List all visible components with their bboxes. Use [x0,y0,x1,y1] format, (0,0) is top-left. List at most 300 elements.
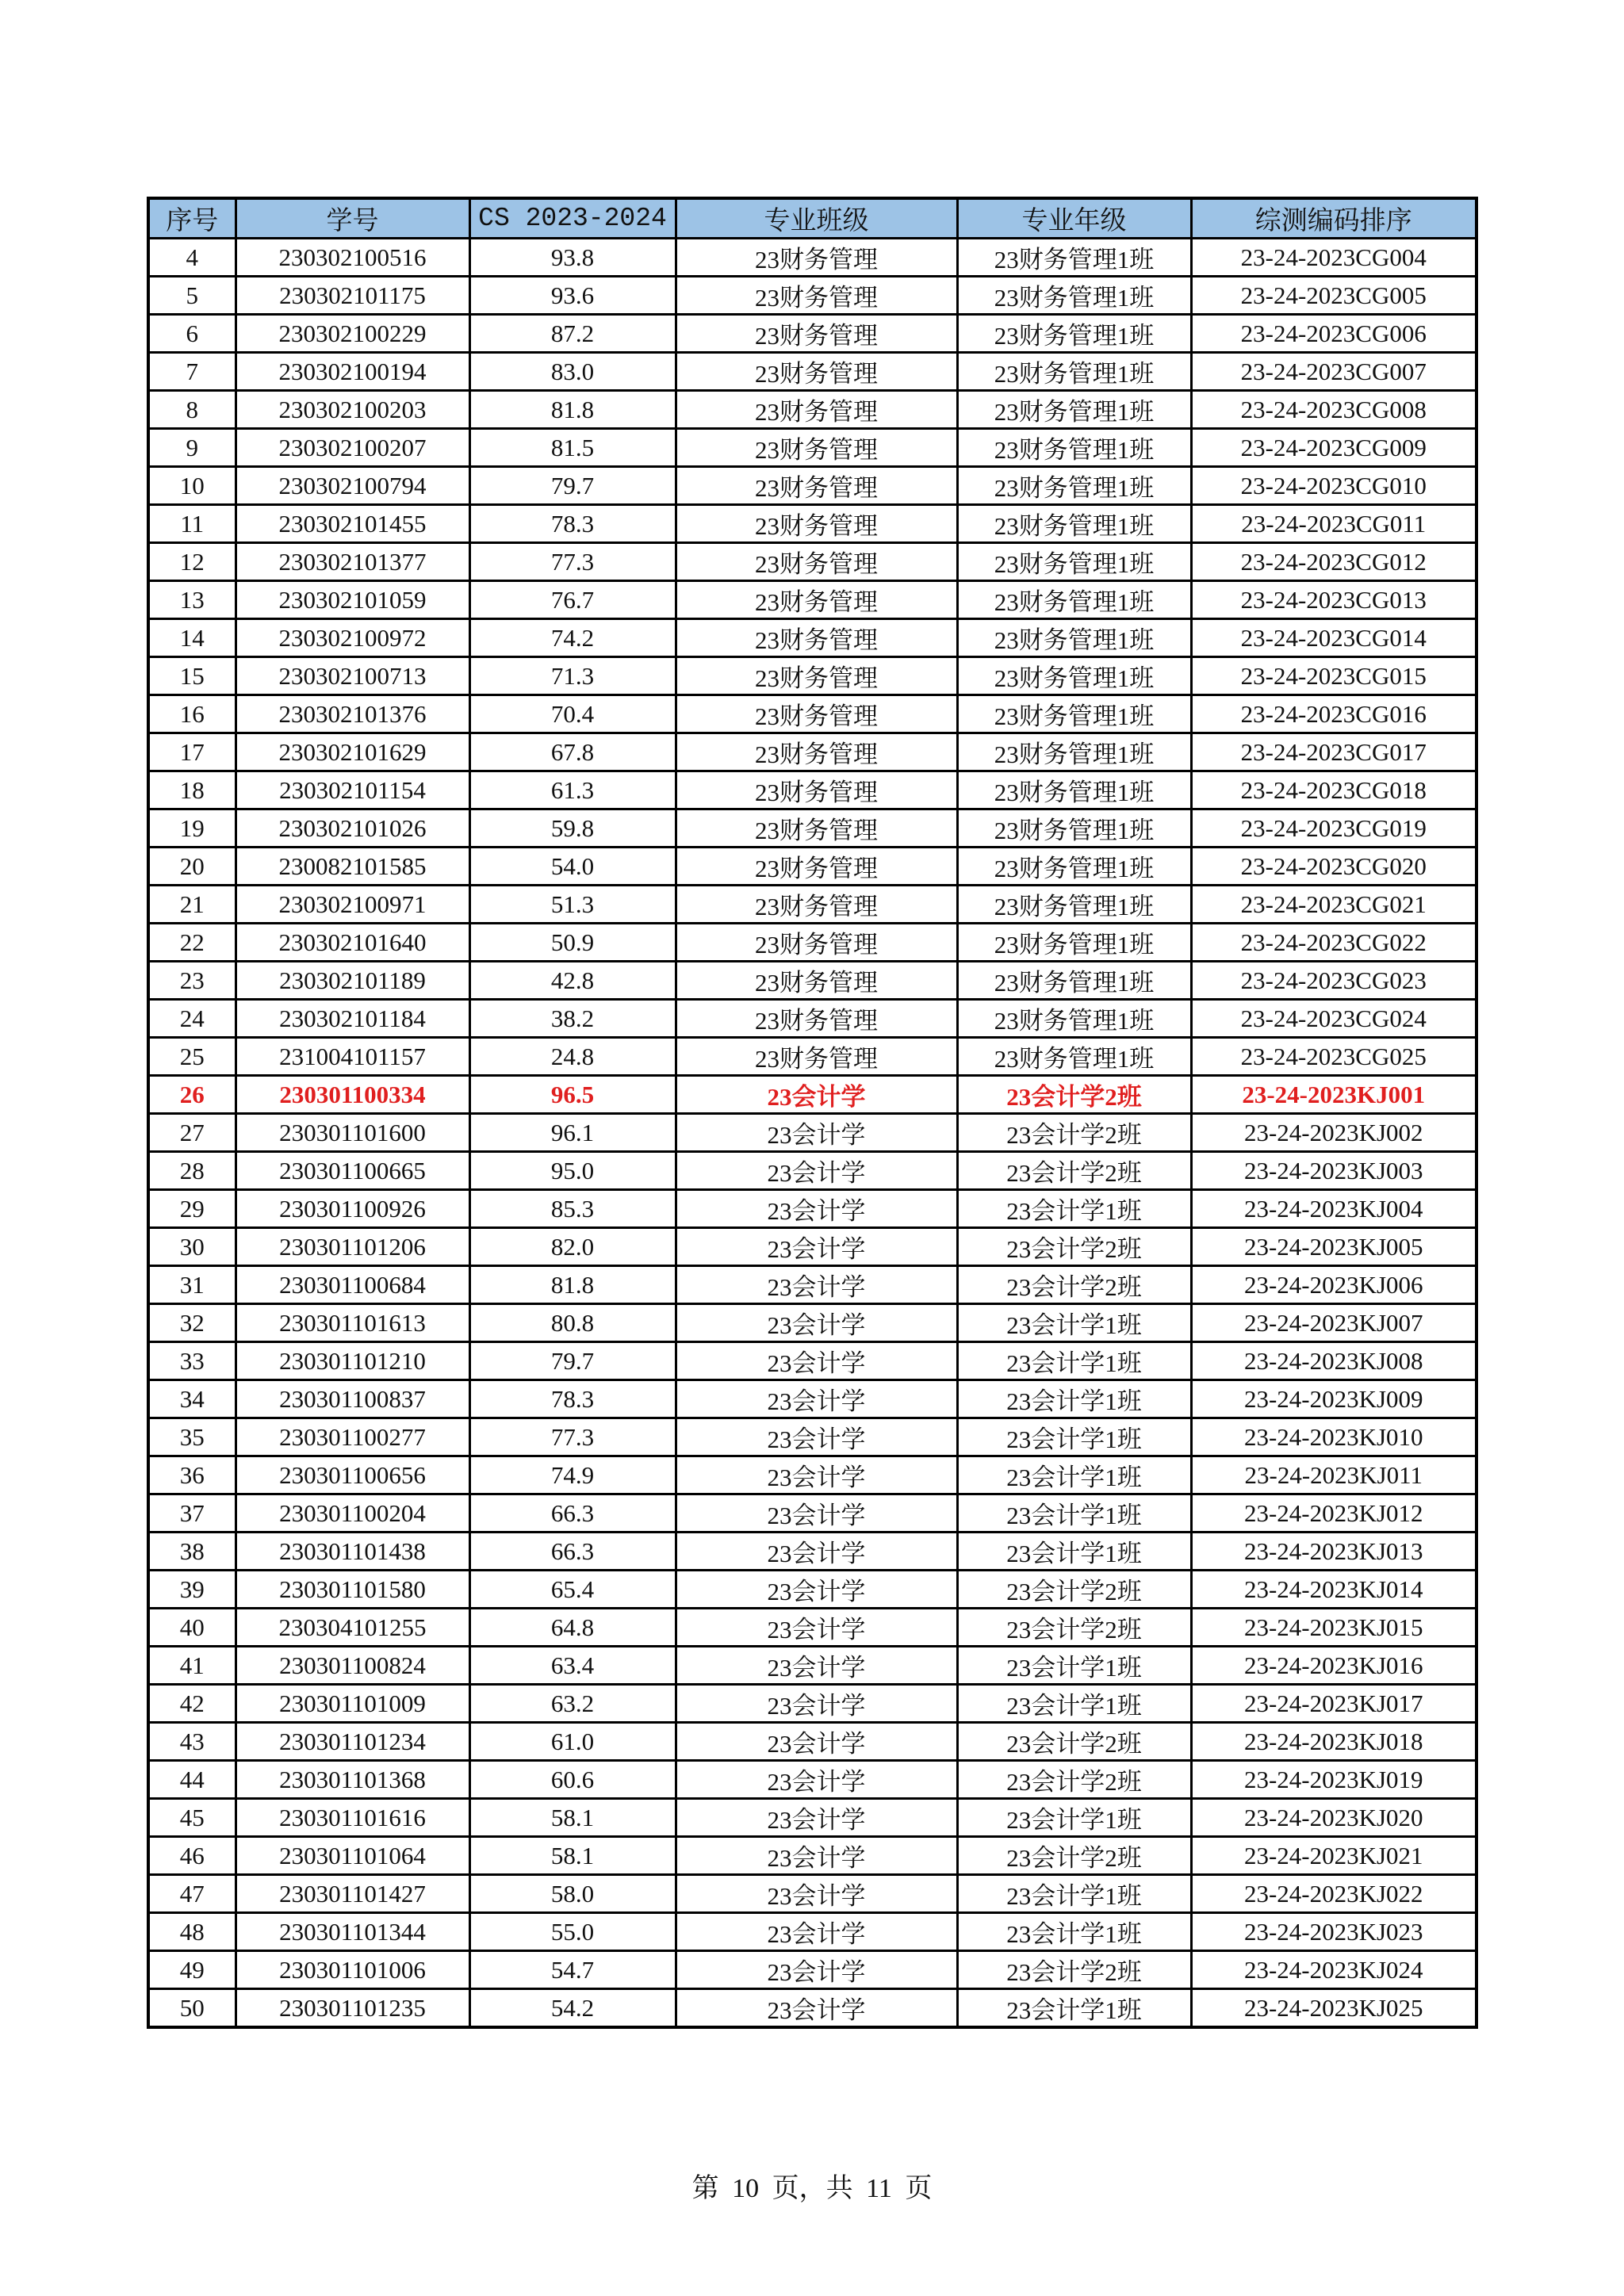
cell-code: 23-24-2023CG006 [1191,315,1477,353]
cell-seq: 37 [148,1494,236,1533]
cell-cs-score: 80.8 [469,1304,676,1342]
cell-class: 23会计学1班 [957,1533,1191,1571]
cell-class: 23会计学1班 [957,1647,1191,1685]
cell-class: 23会计学2班 [957,1076,1191,1114]
cell-cs-score: 50.9 [469,924,676,962]
table-row [148,1685,1477,1723]
cell-student-id: 230301100334 [236,1076,469,1114]
cell-code: 23-24-2023KJ025 [1191,1989,1477,2028]
cell-cs-score: 42.8 [469,962,676,1000]
table-row [148,809,1477,848]
cell-class: 23财务管理1班 [957,848,1191,886]
cell-class: 23财务管理1班 [957,657,1191,695]
table-row [148,1533,1477,1571]
cell-cs-score: 82.0 [469,1228,676,1266]
cell-seq: 27 [148,1114,236,1152]
cell-seq: 21 [148,886,236,924]
cell-student-id: 230301101009 [236,1685,469,1723]
cell-class: 23财务管理1班 [957,277,1191,315]
cell-major: 23会计学 [676,1342,957,1380]
table-row [148,1000,1477,1038]
table-row [148,505,1477,543]
cell-class: 23会计学2班 [957,1951,1191,1989]
table-row [148,848,1477,886]
cell-major: 23会计学 [676,1761,957,1799]
cell-cs-score: 81.5 [469,429,676,467]
table-row [148,1418,1477,1456]
cell-code: 23-24-2023CG021 [1191,886,1477,924]
cell-major: 23会计学 [676,1304,957,1342]
cell-cs-score: 60.6 [469,1761,676,1799]
cell-student-id: 230302101640 [236,924,469,962]
cell-seq: 17 [148,733,236,771]
cell-major: 23会计学 [676,1076,957,1114]
cell-student-id: 230302100516 [236,239,469,277]
cell-major: 23财务管理 [676,1038,957,1076]
cell-student-id: 230301100824 [236,1647,469,1685]
cell-cs-score: 87.2 [469,315,676,353]
table-row [148,1114,1477,1152]
cell-student-id: 230301101006 [236,1951,469,1989]
cell-cs-score: 93.8 [469,239,676,277]
cell-code: 23-24-2023CG018 [1191,771,1477,809]
cell-student-id: 230302101175 [236,277,469,315]
cell-major: 23会计学 [676,1533,957,1571]
cell-seq: 22 [148,924,236,962]
cell-seq: 18 [148,771,236,809]
cell-seq: 42 [148,1685,236,1723]
cell-student-id: 230301101206 [236,1228,469,1266]
cell-major: 23会计学 [676,1494,957,1533]
cell-major: 23财务管理 [676,924,957,962]
cell-seq: 35 [148,1418,236,1456]
cell-cs-score: 54.7 [469,1951,676,1989]
cell-seq: 26 [148,1076,236,1114]
cell-student-id: 230302101154 [236,771,469,809]
cell-seq: 40 [148,1609,236,1647]
table-row [148,886,1477,924]
cell-student-id: 230082101585 [236,848,469,886]
cell-major: 23会计学 [676,1418,957,1456]
cell-cs-score: 38.2 [469,1000,676,1038]
cell-major: 23会计学 [676,1837,957,1875]
cell-seq: 38 [148,1533,236,1571]
cell-class: 23会计学1班 [957,1685,1191,1723]
cell-student-id: 230302100194 [236,353,469,391]
cell-seq: 36 [148,1456,236,1494]
table-row [148,695,1477,733]
table-row [148,239,1477,277]
cell-cs-score: 71.3 [469,657,676,695]
cell-major: 23会计学 [676,1571,957,1609]
cell-cs-score: 67.8 [469,733,676,771]
cell-class: 23财务管理1班 [957,962,1191,1000]
cell-class: 23财务管理1班 [957,619,1191,657]
cell-seq: 47 [148,1875,236,1913]
table-row [148,353,1477,391]
table-row [148,1228,1477,1266]
cell-seq: 10 [148,467,236,505]
cell-class: 23会计学1班 [957,1190,1191,1228]
cell-class: 23会计学1班 [957,1494,1191,1533]
cell-cs-score: 63.4 [469,1647,676,1685]
cell-major: 23财务管理 [676,809,957,848]
cell-student-id: 230301100837 [236,1380,469,1418]
cell-major: 23财务管理 [676,315,957,353]
cell-major: 23会计学 [676,1799,957,1837]
cell-seq: 44 [148,1761,236,1799]
cell-class: 23会计学1班 [957,1913,1191,1951]
cell-student-id: 230301100656 [236,1456,469,1494]
table-row [148,1342,1477,1380]
cell-cs-score: 77.3 [469,1418,676,1456]
table-row [148,391,1477,429]
cell-code: 23-24-2023KJ021 [1191,1837,1477,1875]
cell-code: 23-24-2023KJ001 [1191,1076,1477,1114]
cell-class: 23财务管理1班 [957,467,1191,505]
cell-major: 23会计学 [676,1609,957,1647]
cell-seq: 20 [148,848,236,886]
table-row [148,1761,1477,1799]
cell-code: 23-24-2023KJ012 [1191,1494,1477,1533]
cell-student-id: 230301101600 [236,1114,469,1152]
cell-major: 23财务管理 [676,1000,957,1038]
cell-student-id: 230302101376 [236,695,469,733]
cell-cs-score: 54.0 [469,848,676,886]
page-footer: 第 10 页，共 11 页 [691,2174,933,2203]
cell-major: 23会计学 [676,1685,957,1723]
table-row [148,1875,1477,1913]
cell-code: 23-24-2023CG020 [1191,848,1477,886]
cell-major: 23财务管理 [676,277,957,315]
header-code: 综测编码排序 [1191,198,1477,239]
cell-major: 23财务管理 [676,581,957,619]
cell-seq: 13 [148,581,236,619]
cell-major: 23会计学 [676,1913,957,1951]
cell-class: 23会计学2班 [957,1228,1191,1266]
table-row [148,1951,1477,1989]
cell-code: 23-24-2023KJ024 [1191,1951,1477,1989]
cell-cs-score: 61.0 [469,1723,676,1761]
cell-student-id: 230301101235 [236,1989,469,2028]
cell-seq: 31 [148,1266,236,1304]
cell-class: 23会计学1班 [957,1799,1191,1837]
cell-class: 23会计学1班 [957,1418,1191,1456]
cell-code: 23-24-2023CG007 [1191,353,1477,391]
table-row [148,1799,1477,1837]
cell-cs-score: 95.0 [469,1152,676,1190]
cell-class: 23财务管理1班 [957,353,1191,391]
cell-code: 23-24-2023KJ003 [1191,1152,1477,1190]
cell-code: 23-24-2023CG013 [1191,581,1477,619]
cell-code: 23-24-2023KJ022 [1191,1875,1477,1913]
cell-seq: 29 [148,1190,236,1228]
cell-cs-score: 65.4 [469,1571,676,1609]
cell-code: 23-24-2023KJ010 [1191,1418,1477,1456]
cell-student-id: 230301100277 [236,1418,469,1456]
cell-cs-score: 83.0 [469,353,676,391]
cell-cs-score: 66.3 [469,1494,676,1533]
cell-seq: 41 [148,1647,236,1685]
cell-student-id: 230302100713 [236,657,469,695]
cell-cs-score: 77.3 [469,543,676,581]
cell-seq: 32 [148,1304,236,1342]
cell-student-id: 230302101026 [236,809,469,848]
cell-code: 23-24-2023CG016 [1191,695,1477,733]
cell-major: 23财务管理 [676,733,957,771]
header-major: 专业班级 [676,198,957,239]
cell-cs-score: 66.3 [469,1533,676,1571]
cell-class: 23财务管理1班 [957,771,1191,809]
cell-code: 23-24-2023CG023 [1191,962,1477,1000]
table-row [148,1989,1477,2028]
cell-cs-score: 93.6 [469,277,676,315]
cell-major: 23财务管理 [676,543,957,581]
table-row [148,315,1477,353]
cell-seq: 15 [148,657,236,695]
cell-student-id: 230301101438 [236,1533,469,1571]
cell-cs-score: 74.2 [469,619,676,657]
cell-major: 23财务管理 [676,695,957,733]
cell-major: 23财务管理 [676,771,957,809]
cell-code: 23-24-2023CG015 [1191,657,1477,695]
cell-major: 23会计学 [676,1951,957,1989]
cell-cs-score: 79.7 [469,467,676,505]
cell-cs-score: 58.1 [469,1799,676,1837]
cell-seq: 39 [148,1571,236,1609]
cell-student-id: 230302101059 [236,581,469,619]
table-row [148,1571,1477,1609]
cell-class: 23财务管理1班 [957,924,1191,962]
cell-class: 23财务管理1班 [957,391,1191,429]
cell-student-id: 230301101210 [236,1342,469,1380]
header-cs-score: CS 2023-2024 [469,198,676,239]
cell-code: 23-24-2023KJ002 [1191,1114,1477,1152]
cell-student-id: 231004101157 [236,1038,469,1076]
cell-code: 23-24-2023KJ006 [1191,1266,1477,1304]
cell-code: 23-24-2023CG025 [1191,1038,1477,1076]
cell-seq: 7 [148,353,236,391]
cell-student-id: 230301101580 [236,1571,469,1609]
cell-major: 23会计学 [676,1114,957,1152]
cell-cs-score: 81.8 [469,391,676,429]
cell-major: 23会计学 [676,1723,957,1761]
cell-student-id: 230302101184 [236,1000,469,1038]
table-row [148,1266,1477,1304]
cell-seq: 19 [148,809,236,848]
cell-code: 23-24-2023KJ015 [1191,1609,1477,1647]
cell-student-id: 230302100971 [236,886,469,924]
table-row [148,1152,1477,1190]
cell-class: 23会计学1班 [957,1989,1191,2028]
cell-class: 23会计学2班 [957,1571,1191,1609]
cell-class: 23财务管理1班 [957,809,1191,848]
cell-seq: 34 [148,1380,236,1418]
cell-cs-score: 61.3 [469,771,676,809]
table-row [148,277,1477,315]
cell-student-id: 230302101189 [236,962,469,1000]
cell-class: 23会计学2班 [957,1723,1191,1761]
table-row [148,1304,1477,1342]
cell-student-id: 230302100207 [236,429,469,467]
cell-major: 23会计学 [676,1875,957,1913]
cell-major: 23财务管理 [676,429,957,467]
cell-code: 23-24-2023KJ008 [1191,1342,1477,1380]
table-row [148,543,1477,581]
cell-major: 23会计学 [676,1190,957,1228]
cell-student-id: 230301101616 [236,1799,469,1837]
cell-cs-score: 78.3 [469,1380,676,1418]
cell-seq: 4 [148,239,236,277]
cell-cs-score: 55.0 [469,1913,676,1951]
table-row [148,581,1477,619]
table-row [148,924,1477,962]
cell-class: 23财务管理1班 [957,886,1191,924]
cell-cs-score: 96.1 [469,1114,676,1152]
cell-student-id: 230301101368 [236,1761,469,1799]
cell-code: 23-24-2023KJ009 [1191,1380,1477,1418]
cell-class: 23会计学1班 [957,1456,1191,1494]
cell-class: 23财务管理1班 [957,505,1191,543]
cell-major: 23会计学 [676,1647,957,1685]
cell-cs-score: 70.4 [469,695,676,733]
cell-code: 23-24-2023CG004 [1191,239,1477,277]
cell-seq: 28 [148,1152,236,1190]
cell-major: 23财务管理 [676,239,957,277]
cell-seq: 12 [148,543,236,581]
table-row [148,1494,1477,1533]
cell-cs-score: 59.8 [469,809,676,848]
cell-seq: 6 [148,315,236,353]
cell-seq: 33 [148,1342,236,1380]
header-seq: 序号 [148,198,236,239]
cell-student-id: 230302101455 [236,505,469,543]
cell-code: 23-24-2023CG017 [1191,733,1477,771]
cell-major: 23财务管理 [676,848,957,886]
cell-class: 23财务管理1班 [957,239,1191,277]
cell-major: 23财务管理 [676,619,957,657]
cell-code: 23-24-2023KJ019 [1191,1761,1477,1799]
cell-cs-score: 58.0 [469,1875,676,1913]
cell-student-id: 230301100204 [236,1494,469,1533]
cell-code: 23-24-2023KJ004 [1191,1190,1477,1228]
cell-seq: 5 [148,277,236,315]
cell-class: 23财务管理1班 [957,543,1191,581]
cell-class: 23财务管理1班 [957,695,1191,733]
cell-seq: 9 [148,429,236,467]
cell-seq: 30 [148,1228,236,1266]
cell-code: 23-24-2023KJ014 [1191,1571,1477,1609]
table-row [148,1837,1477,1875]
cell-code: 23-24-2023CG012 [1191,543,1477,581]
cell-major: 23会计学 [676,1228,957,1266]
cell-seq: 50 [148,1989,236,2028]
cell-seq: 24 [148,1000,236,1038]
cell-class: 23会计学2班 [957,1609,1191,1647]
cell-class: 23会计学2班 [957,1152,1191,1190]
cell-code: 23-24-2023CG008 [1191,391,1477,429]
cell-cs-score: 79.7 [469,1342,676,1380]
cell-class: 23财务管理1班 [957,1038,1191,1076]
cell-student-id: 230302100203 [236,391,469,429]
cell-class: 23会计学2班 [957,1114,1191,1152]
table-row [148,429,1477,467]
cell-class: 23财务管理1班 [957,1000,1191,1038]
table-body [148,239,1477,2028]
table-row [148,1380,1477,1418]
cell-code: 23-24-2023CG024 [1191,1000,1477,1038]
table-row [148,962,1477,1000]
cell-class: 23财务管理1班 [957,581,1191,619]
cell-major: 23财务管理 [676,353,957,391]
table-row [148,771,1477,809]
cell-seq: 14 [148,619,236,657]
cell-code: 23-24-2023CG005 [1191,277,1477,315]
cell-major: 23财务管理 [676,657,957,695]
cell-student-id: 230302100229 [236,315,469,353]
cell-code: 23-24-2023CG010 [1191,467,1477,505]
cell-class: 23会计学2班 [957,1837,1191,1875]
cell-major: 23财务管理 [676,391,957,429]
cell-class: 23会计学1班 [957,1380,1191,1418]
cell-class: 23会计学2班 [957,1266,1191,1304]
cell-student-id: 230301100684 [236,1266,469,1304]
cell-student-id: 230301101613 [236,1304,469,1342]
cell-class: 23会计学1班 [957,1875,1191,1913]
cell-seq: 48 [148,1913,236,1951]
cell-cs-score: 78.3 [469,505,676,543]
cell-cs-score: 74.9 [469,1456,676,1494]
cell-class: 23财务管理1班 [957,733,1191,771]
cell-student-id: 230301101234 [236,1723,469,1761]
cell-code: 23-24-2023KJ017 [1191,1685,1477,1723]
cell-major: 23会计学 [676,1989,957,2028]
table-header-row [148,198,1477,239]
cell-seq: 16 [148,695,236,733]
cell-major: 23会计学 [676,1152,957,1190]
cell-seq: 8 [148,391,236,429]
cell-seq: 25 [148,1038,236,1076]
cell-class: 23财务管理1班 [957,315,1191,353]
cell-major: 23财务管理 [676,962,957,1000]
table-row [148,1038,1477,1076]
cell-cs-score: 64.8 [469,1609,676,1647]
cell-student-id: 230301101064 [236,1837,469,1875]
cell-code: 23-24-2023KJ013 [1191,1533,1477,1571]
cell-student-id: 230301100926 [236,1190,469,1228]
header-class: 专业年级 [957,198,1191,239]
table-row [148,1913,1477,1951]
cell-cs-score: 76.7 [469,581,676,619]
table-row [148,1190,1477,1228]
cell-major: 23会计学 [676,1380,957,1418]
cell-cs-score: 63.2 [469,1685,676,1723]
cell-code: 23-24-2023KJ023 [1191,1913,1477,1951]
cell-student-id: 230302101377 [236,543,469,581]
table-row [148,1456,1477,1494]
cell-code: 23-24-2023CG022 [1191,924,1477,962]
cell-seq: 43 [148,1723,236,1761]
cell-major: 23会计学 [676,1456,957,1494]
table-row [148,619,1477,657]
cell-code: 23-24-2023KJ018 [1191,1723,1477,1761]
cell-seq: 45 [148,1799,236,1837]
cell-code: 23-24-2023CG019 [1191,809,1477,848]
cell-student-id: 230302100794 [236,467,469,505]
cell-cs-score: 51.3 [469,886,676,924]
cell-major: 23财务管理 [676,886,957,924]
cell-class: 23会计学2班 [957,1761,1191,1799]
